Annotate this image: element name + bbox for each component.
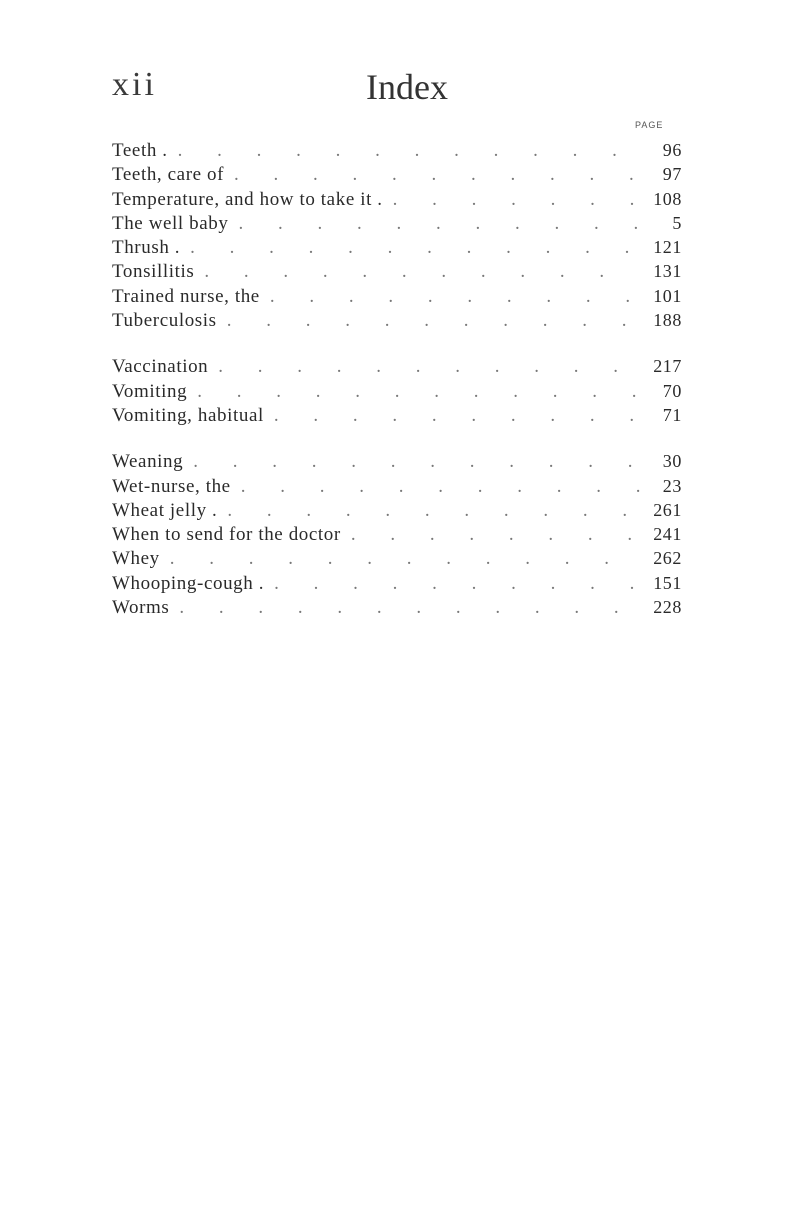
dot-leader <box>194 261 640 283</box>
index-entry <box>112 189 682 213</box>
entry-term: Vomiting <box>112 380 188 402</box>
index-group-t <box>112 140 682 334</box>
entry-term: Wheat jelly . <box>112 499 218 521</box>
dot-leader <box>160 548 640 570</box>
index-entry <box>112 237 682 261</box>
entry-page: 262 <box>653 548 682 569</box>
index-entry <box>112 524 682 548</box>
entry-page: 217 <box>653 356 682 377</box>
entry-term: Trained nurse, the <box>112 285 260 307</box>
entry-page: 71 <box>662 404 682 425</box>
index-entry <box>112 451 682 475</box>
entry-term: Worms <box>112 597 170 619</box>
dot-leader <box>217 500 640 522</box>
index-entry <box>112 164 682 188</box>
dot-leader <box>264 573 640 595</box>
index-entry <box>112 548 682 572</box>
page-title: Index <box>366 67 448 107</box>
page-header <box>112 66 692 116</box>
entry-term: When to send for the doctor <box>112 524 341 546</box>
entry-term: Whooping-cough . <box>112 572 265 594</box>
entry-page: 241 <box>653 524 682 545</box>
entry-page: 70 <box>662 380 682 401</box>
entry-term: Temperature, and how to take it . <box>112 188 383 210</box>
index-entries <box>112 140 682 643</box>
entry-page: 97 <box>662 164 682 185</box>
index-entry <box>112 597 682 621</box>
dot-leader <box>208 356 640 378</box>
dot-leader <box>341 524 640 546</box>
dot-leader <box>169 597 640 619</box>
entry-term: Teeth, care of <box>112 164 225 186</box>
index-entry <box>112 213 682 237</box>
dot-leader <box>217 310 640 332</box>
entry-page: 101 <box>653 285 682 306</box>
index-entry <box>112 405 682 429</box>
dot-leader <box>168 140 640 162</box>
page-column-label: PAGE <box>635 120 664 130</box>
entry-term: The well baby <box>112 212 229 234</box>
dot-leader <box>260 286 640 308</box>
index-entry <box>112 261 682 285</box>
dot-leader <box>228 213 640 235</box>
entry-page: 23 <box>662 475 682 496</box>
entry-term: Teeth . <box>112 140 168 161</box>
dot-leader <box>383 189 640 211</box>
index-entry <box>112 310 682 334</box>
index-entry <box>112 356 682 380</box>
entry-page: 96 <box>662 140 682 160</box>
dot-leader <box>187 381 640 403</box>
dot-leader <box>264 405 640 427</box>
entry-term: Weaning <box>112 451 184 473</box>
entry-page: 228 <box>653 597 682 618</box>
index-entry <box>112 573 682 597</box>
entry-term: Wet-nurse, the <box>112 475 231 497</box>
index-entry <box>112 500 682 524</box>
entry-term: Thrush . <box>112 237 181 259</box>
dot-leader <box>180 237 640 259</box>
entry-page: 30 <box>662 451 682 472</box>
index-group-v <box>112 356 682 429</box>
page-number: xii <box>112 66 157 103</box>
index-entry <box>112 286 682 310</box>
dot-leader <box>183 451 640 473</box>
dot-leader <box>224 164 640 186</box>
entry-page: 108 <box>653 188 682 209</box>
entry-term: Tuberculosis <box>112 310 217 332</box>
index-entry <box>112 476 682 500</box>
entry-page: 121 <box>653 237 682 258</box>
entry-term: Tonsillitis <box>112 261 195 283</box>
entry-page: 131 <box>653 261 682 282</box>
index-entry <box>112 140 682 164</box>
index-entry <box>112 381 682 405</box>
entry-term: Vomiting, habitual <box>112 404 264 426</box>
entry-page: 5 <box>672 212 682 233</box>
entry-term: Whey <box>112 548 160 570</box>
entry-term: Vaccination <box>112 356 209 378</box>
index-group-w <box>112 451 682 621</box>
entry-page: 188 <box>653 310 682 331</box>
entry-page: 151 <box>653 572 682 593</box>
dot-leader <box>231 476 640 498</box>
entry-page: 261 <box>653 499 682 520</box>
